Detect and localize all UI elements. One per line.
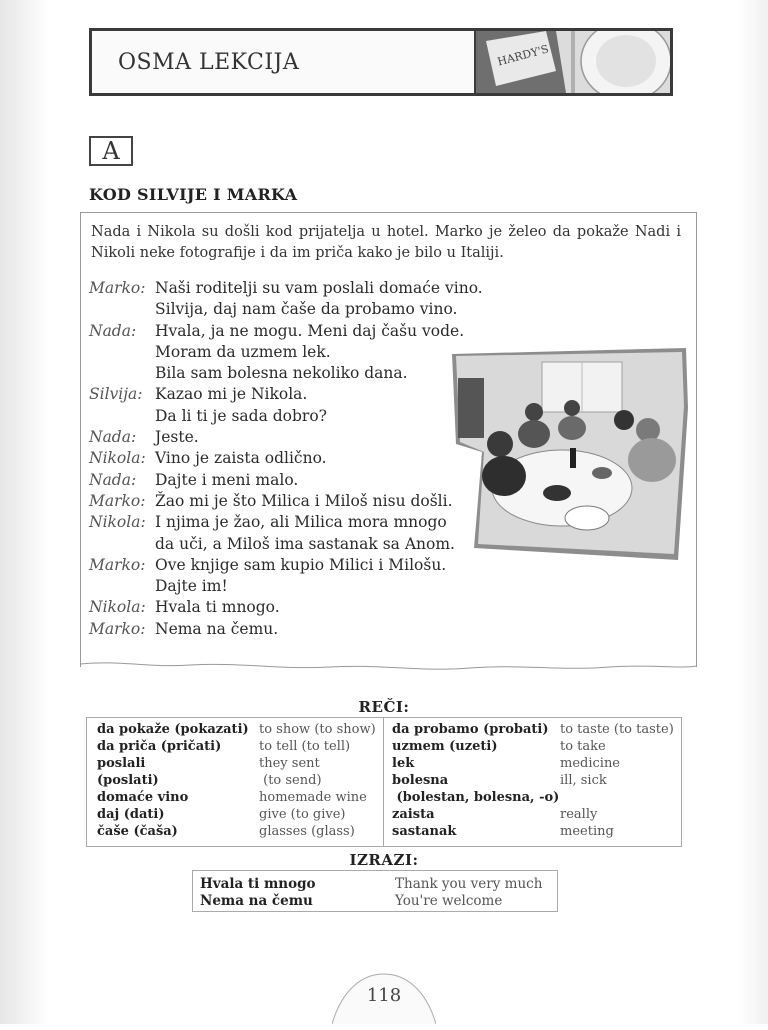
dialogue-speaker: Marko: xyxy=(89,619,146,638)
vocab-term: uzmem (uzeti) xyxy=(392,739,498,754)
dialogue-line xyxy=(89,384,483,405)
dialogue-line xyxy=(89,512,483,533)
expressions-title: IZRAZI: xyxy=(349,851,419,869)
vocab-term: da probamo (probati) xyxy=(392,722,549,737)
vocabulary-divider xyxy=(383,717,384,847)
dialogue-text: da uči, a Miloš ima sastanak sa Anom. xyxy=(155,534,455,553)
expression-terms xyxy=(200,876,316,910)
page-number: 118 xyxy=(366,985,402,1006)
dialogue-speaker xyxy=(89,576,155,597)
vocab-term: daj (dati) xyxy=(97,807,165,822)
section-letter-box: A xyxy=(89,136,133,166)
vocab-term: lek xyxy=(392,756,415,771)
dialogue-line xyxy=(89,534,483,555)
dialogue-line xyxy=(89,427,483,448)
dialogue-text: Dajte i meni malo. xyxy=(155,470,299,489)
wine-bottle-photo xyxy=(476,31,670,93)
vocab-term: zaista xyxy=(392,807,435,822)
dialogue-text: Kazao mi je Nikola. xyxy=(155,385,308,404)
dialogue-text: Da li ti je sada dobro? xyxy=(155,406,327,425)
vocab-term: domaće vino xyxy=(97,790,189,805)
vocab-definition: ill, sick xyxy=(560,773,607,788)
expression-definition: Thank you very much xyxy=(395,876,543,892)
dialogue-speaker xyxy=(89,406,155,427)
torn-paper-edge xyxy=(80,650,697,678)
dialogue-text: Silvija, daj nam čaše da probamo vino. xyxy=(155,300,458,319)
dialogue-speaker: Marko: xyxy=(89,491,146,510)
dialogue-text: Naši roditelji su vam poslali domaće vino. xyxy=(155,279,483,297)
vocab-definition: they sent xyxy=(259,756,320,771)
vocab-left-terms xyxy=(97,721,249,840)
dialogue-speaker: Nada: xyxy=(89,321,137,340)
dialogue-line xyxy=(89,406,483,427)
dialogue-text: Žao mi je što Milica i Miloš nisu došli. xyxy=(155,491,453,510)
dialogue-line xyxy=(89,619,483,640)
vocab-term: sastanak xyxy=(392,824,457,839)
dinner-party-photo xyxy=(452,348,688,560)
dialogue-text: Hvala, ja ne mogu. Meni daj čašu vode. xyxy=(155,321,465,340)
vocab-term: poslali xyxy=(97,756,146,771)
dialogue-text: Vino je zaista odlično. xyxy=(155,449,327,468)
dialogue-speaker: Nikola: xyxy=(89,598,146,617)
vocab-term: (poslati) xyxy=(97,773,159,788)
section-title: KOD SILVIJE I MARKA xyxy=(89,185,298,204)
vocab-definition xyxy=(560,789,674,806)
expression-definitions xyxy=(395,876,542,910)
vocab-definition: meeting xyxy=(560,824,614,839)
dialogue-speaker: Nikola: xyxy=(89,449,146,468)
page-gutter-shadow xyxy=(0,0,50,1024)
expression-term: Hvala ti mnogo xyxy=(200,876,316,892)
page-edge-shadow xyxy=(738,0,768,1024)
wine-bottle-illustration xyxy=(476,31,670,93)
dialogue-line xyxy=(89,491,483,512)
dialogue-line xyxy=(89,576,483,597)
dialogue-lines xyxy=(89,278,483,640)
svg-text:HARDY'S: HARDY'S xyxy=(496,42,551,69)
intro-paragraph: Nada i Nikola su došli kod prijatelja u hotel. Marko je želeo da pokaže Nadi i Nikoli neke fotografije i da im priča kako je bilo u Italiji. xyxy=(91,224,681,261)
lesson-title: OSMA LEKCIJA xyxy=(118,49,300,75)
vocabulary-title: REČI: xyxy=(358,698,410,716)
dialogue-speaker: Marko: xyxy=(89,555,146,574)
dialogue-speaker: Marko: xyxy=(89,279,146,297)
dialogue-line xyxy=(89,470,483,491)
vocab-definition: to show (to show) xyxy=(259,722,376,737)
dialogue-speaker: Nada: xyxy=(89,470,137,489)
vocab-definition: (to send) xyxy=(259,773,322,788)
dialogue-line xyxy=(89,597,483,618)
vocab-definition: to taste (to taste) xyxy=(560,722,674,737)
vocab-definition: give (to give) xyxy=(259,807,346,822)
dialogue-text: Dajte im! xyxy=(155,577,228,596)
vocab-term: čaše (čaša) xyxy=(97,824,178,839)
dialogue-speaker: Nada: xyxy=(89,428,137,447)
dialogue-speaker xyxy=(89,342,155,363)
dialogue-line xyxy=(89,299,483,320)
dialogue-text: I njima je žao, ali Milica mora mnogo xyxy=(155,513,447,532)
dialogue-speaker xyxy=(89,534,155,555)
vocab-definition: really xyxy=(560,807,598,822)
dialogue-speaker xyxy=(89,363,155,384)
dialogue-text: Hvala ti mnogo. xyxy=(155,598,280,617)
expression-definition: You're welcome xyxy=(395,893,503,909)
dialogue-text: Jeste. xyxy=(155,428,199,447)
vocab-definition: medicine xyxy=(560,756,621,771)
dialogue-speaker xyxy=(89,299,155,320)
dialogue-text: Nema na čemu. xyxy=(155,619,279,638)
vocab-term: da pokaže (pokazati) xyxy=(97,722,249,737)
vocab-left-definitions xyxy=(259,721,376,840)
dialogue-line xyxy=(89,555,483,576)
vocab-term: (bolestan, bolesna, -o) xyxy=(392,790,560,805)
dialogue-speaker: Silvija: xyxy=(89,385,143,404)
dialogue-speaker: Nikola: xyxy=(89,513,146,532)
expression-term: Nema na čemu xyxy=(200,893,313,909)
lesson-title-box xyxy=(92,31,476,93)
dialogue-text: Ove knjige sam kupio Milici i Milošu. xyxy=(155,555,447,574)
vocab-definition: to take xyxy=(560,739,606,754)
dialogue-line xyxy=(89,278,483,299)
vocab-definition: homemade wine xyxy=(259,790,367,805)
dialogue-line xyxy=(89,342,483,363)
dialogue-text: Bila sam bolesna nekoliko dana. xyxy=(155,364,408,383)
dialogue-line xyxy=(89,448,483,469)
dialogue-line xyxy=(89,363,483,384)
lesson-header xyxy=(89,28,673,96)
dialogue-text: Moram da uzmem lek. xyxy=(155,342,331,361)
vocab-definition: glasses (glass) xyxy=(259,824,355,839)
vocab-right-definitions xyxy=(560,721,674,840)
vocab-term: da priča (pričati) xyxy=(97,739,222,754)
vocab-term: bolesna xyxy=(392,773,449,788)
vocab-right-terms xyxy=(392,721,559,840)
vocab-definition: to tell (to tell) xyxy=(259,739,351,754)
dialogue-line xyxy=(89,321,483,342)
